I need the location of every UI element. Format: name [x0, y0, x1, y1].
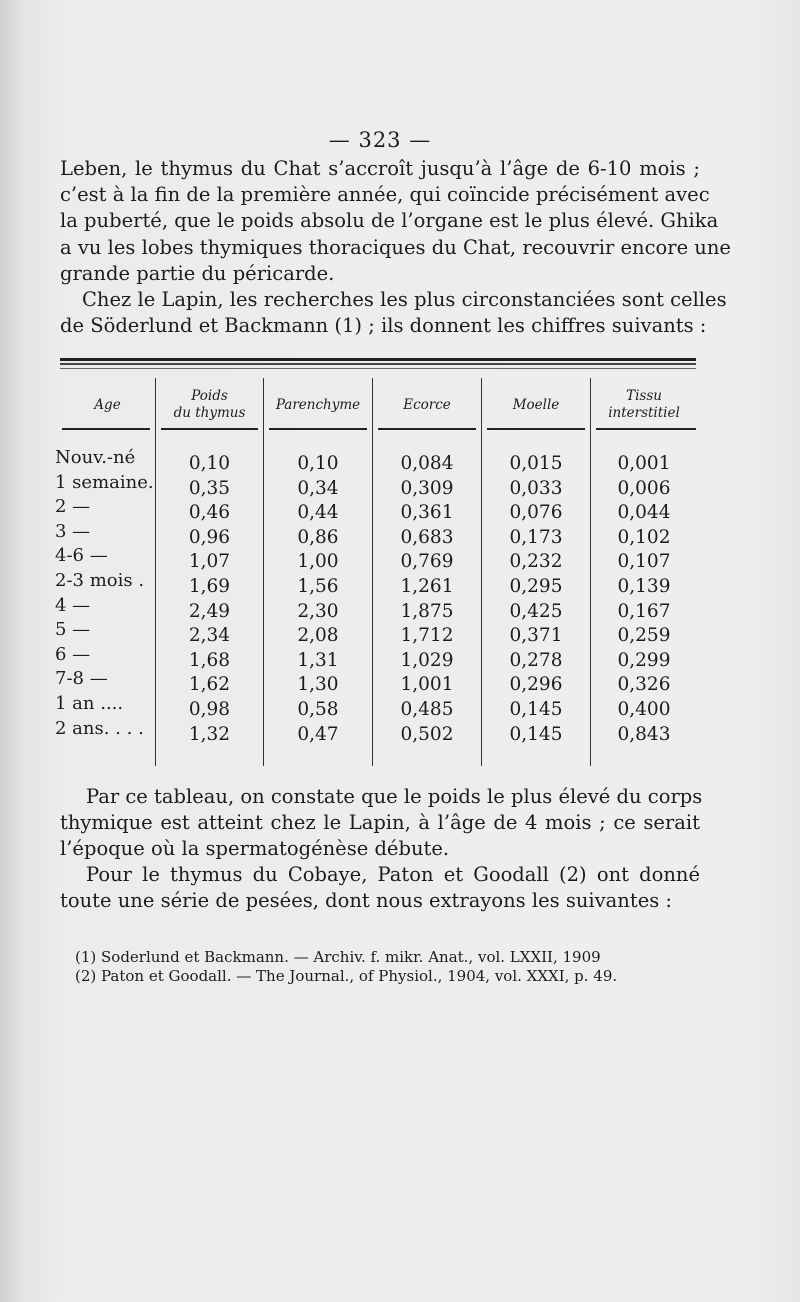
table-top-rule: [60, 368, 696, 369]
ecorce-cell: 0,361: [400, 502, 454, 524]
age-cell: 2 —: [55, 496, 91, 518]
text-line: Leben, le thymus du Chat s’accroît jusqu’à l’âge de 6-10 mois ;: [60, 157, 700, 180]
poids-cell: 1,68: [188, 649, 231, 671]
ecorce-cell: 0,485: [400, 698, 454, 720]
moelle-cell: 0,425: [509, 600, 563, 622]
header-rule: [269, 428, 367, 430]
parenchyme-cell: 2,08: [297, 625, 339, 647]
poids-cell: 0,98: [188, 698, 231, 720]
ecorce-cell: 1,712: [400, 625, 454, 647]
parenchyme-cell: 0,47: [297, 723, 339, 745]
poids-cell: 2,34: [188, 625, 231, 647]
paragraph-rabbit-intro: [60, 287, 727, 339]
poids-cell: 1,32: [188, 723, 231, 745]
text-line: grande partie du péricarde.: [60, 261, 335, 285]
ecorce-cell: 1,261: [400, 575, 454, 597]
paragraph-table-conclusion: [60, 784, 703, 863]
moelle-cell: 0,296: [509, 674, 563, 696]
header-rule: [62, 428, 150, 430]
ecorce-cell: 0,683: [400, 526, 454, 548]
header-tissu: Tissu interstitiel: [608, 388, 680, 421]
tissu-cell: 0,299: [617, 649, 671, 671]
tissu-column: [591, 452, 697, 747]
table-top-rule: [60, 358, 696, 361]
age-cell: 6 —: [55, 643, 91, 665]
poids-cell: 0,10: [188, 453, 231, 474]
poids-cell: 0,46: [188, 502, 231, 524]
moelle-cell: 0,076: [509, 502, 563, 524]
text-line: c’est à la fin de la première année, qui coïncide précisément avec: [60, 183, 710, 207]
moelle-cell: 0,145: [509, 698, 563, 720]
text-line: de Söderlund et Backmann (1) ; ils donnent les chiffres suivants :: [60, 314, 707, 338]
parenchyme-cell: 1,00: [297, 551, 339, 573]
age-cell: 1 an ....: [55, 692, 124, 714]
tissu-cell: 0,167: [617, 600, 671, 622]
thymus-weight-table: [55, 358, 700, 768]
parenchyme-column: [264, 452, 372, 747]
text-line: a vu les lobes thymiques thoraciques du Chat, recouvrir encore une: [60, 235, 731, 259]
tissu-cell: 0,001: [617, 453, 671, 474]
age-column: [55, 446, 155, 741]
text-line: Par ce tableau, on constate que le poids le plus élevé du corps: [86, 785, 703, 808]
header-rule: [161, 428, 258, 430]
footnote-2: (2) Paton et Goodall. — The Journal., of Physiol., 1904, vol. XXXI, p. 49.: [75, 967, 618, 985]
ecorce-cell: 0,309: [400, 477, 454, 499]
parenchyme-cell: 0,44: [297, 502, 339, 524]
header-poids: Poids du thymus: [173, 388, 246, 421]
text-line: thymique est atteint chez le Lapin, à l’âge de 4 mois ; ce serait: [60, 811, 700, 835]
tissu-cell: 0,044: [617, 502, 671, 524]
text-line: Pour le thymus du Cobaye, Paton et Goodall (2) ont donné: [86, 863, 700, 886]
poids-column: [156, 452, 263, 747]
poids-cell: 0,35: [188, 477, 231, 499]
moelle-cell: 0,173: [509, 526, 563, 548]
moelle-cell: 0,278: [509, 649, 563, 671]
parenchyme-cell: 0,58: [297, 698, 339, 720]
ecorce-column: [373, 452, 481, 747]
text-line: Chez le Lapin, les recherches les plus circonstanciées sont celles: [82, 288, 727, 311]
age-cell: 4-6 —: [55, 545, 108, 567]
parenchyme-cell: 1,30: [297, 674, 339, 696]
age-cell: Nouv.-né: [55, 447, 136, 468]
poids-cell: 1,07: [188, 551, 231, 573]
parenchyme-cell: 1,31: [297, 649, 339, 671]
table-top-rule: [60, 363, 696, 365]
parenchyme-cell: 0,86: [297, 526, 339, 548]
tissu-cell: 0,102: [617, 526, 671, 548]
moelle-cell: 0,015: [509, 453, 563, 474]
moelle-column: [482, 452, 590, 747]
header-moelle: Moelle: [512, 396, 560, 413]
age-cell: 4 —: [55, 594, 91, 616]
tissu-cell: 0,006: [617, 477, 671, 499]
poids-cell: 1,62: [188, 674, 231, 696]
poids-cell: 1,69: [188, 575, 231, 597]
moelle-cell: 0,295: [509, 575, 563, 597]
header-ecorce: Ecorce: [403, 396, 451, 413]
header-age: Age: [94, 396, 121, 413]
moelle-cell: 0,371: [509, 625, 563, 647]
paragraph-guinea-pig: [60, 862, 700, 914]
paragraph-cat-thymus: [60, 156, 731, 287]
age-cell: 3 —: [55, 520, 91, 542]
moelle-cell: 0,145: [509, 723, 563, 745]
parenchyme-cell: 1,56: [297, 575, 339, 597]
ecorce-cell: 1,875: [400, 600, 454, 622]
tissu-cell: 0,843: [617, 723, 671, 745]
age-cell: 7-8 —: [55, 668, 108, 690]
tissu-cell: 0,139: [617, 575, 671, 597]
page-number: — 323 —: [328, 128, 432, 152]
text-line: la puberté, que le poids absolu de l’organe est le plus élevé. Ghika: [60, 209, 719, 233]
header-rule: [487, 428, 585, 430]
poids-cell: 2,49: [188, 600, 231, 622]
parenchyme-cell: 0,10: [297, 453, 339, 474]
tissu-cell: 0,107: [617, 551, 671, 573]
ecorce-cell: 1,001: [400, 674, 454, 696]
parenchyme-cell: 2,30: [297, 600, 339, 622]
age-cell: 5 —: [55, 619, 91, 641]
header-rule: [596, 428, 696, 430]
poids-cell: 0,96: [188, 526, 231, 548]
parenchyme-cell: 0,34: [297, 477, 339, 499]
age-cell: 1 semaine.: [55, 471, 154, 493]
header-parenchyme: Parenchyme: [275, 396, 361, 413]
footnotes: [75, 948, 700, 986]
text-line: toute une série de pesées, dont nous extrayons les suivantes :: [60, 889, 673, 913]
tissu-cell: 0,326: [617, 674, 671, 696]
ecorce-cell: 0,502: [400, 723, 454, 745]
ecorce-cell: 0,769: [400, 551, 454, 573]
ecorce-cell: 1,029: [400, 649, 454, 671]
moelle-cell: 0,033: [509, 477, 563, 499]
moelle-cell: 0,232: [509, 551, 563, 573]
tissu-cell: 0,400: [617, 698, 671, 720]
header-rule: [378, 428, 476, 430]
age-cell: 2 ans. . . .: [55, 717, 144, 739]
tissu-cell: 0,259: [617, 625, 671, 647]
age-cell: 2-3 mois .: [55, 569, 145, 591]
ecorce-cell: 0,084: [400, 453, 454, 474]
footnote-1: (1) Soderlund et Backmann. — Archiv. f. mikr. Anat., vol. LXXII, 1909: [75, 948, 601, 966]
text-line: l’époque où la spermatogénèse débute.: [60, 837, 450, 861]
